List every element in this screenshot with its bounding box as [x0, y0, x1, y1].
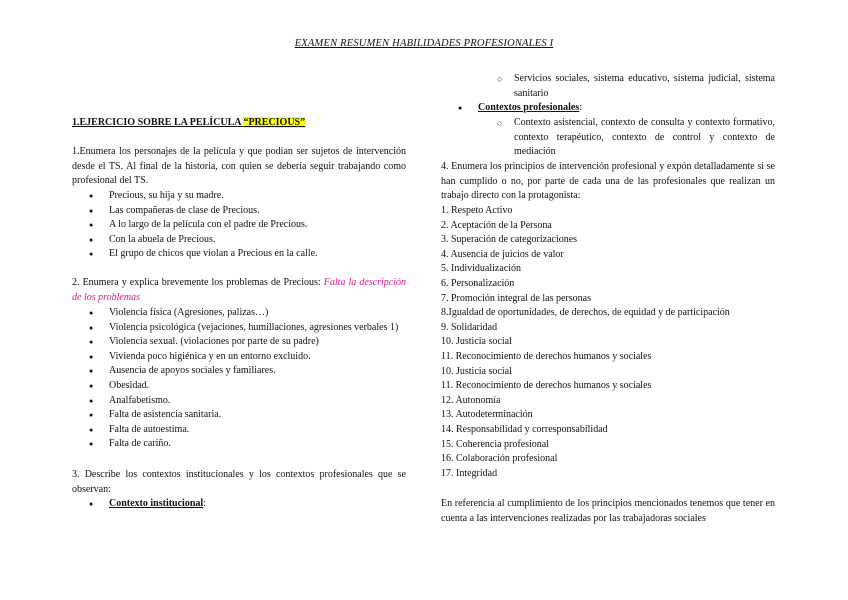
exercise-heading-text: 1.EJERCICIO SOBRE LA PELÍCULA	[72, 117, 244, 128]
list-item: 1. Respeto Activo	[441, 205, 513, 216]
question-2-list	[72, 306, 406, 452]
list-item: 11. Reconocimiento de derechos humanos y sociales	[441, 350, 652, 362]
list-item: ● Con la abuela de Precious.	[72, 233, 406, 248]
list-item: 2. Aceptación de la Persona	[441, 219, 552, 231]
closing-paragraph: En referencia al cumplimiento de los principios mencionados tenemos que tener en cuenta a las intervenciones realizadas por las trabajadoras sociales	[441, 498, 775, 524]
list-item: 12. Autonomía	[441, 394, 501, 406]
list-item: 15. Coherencia profesional	[441, 438, 550, 450]
list-item: 7. Promoción integral de las personas	[441, 292, 591, 304]
list-item: ● Vivienda poco higiénica y en un entorno excluido.	[72, 350, 406, 365]
question-2-text: 2. Enumera y explica brevemente los problemas de Precious:	[72, 277, 324, 288]
list-item: 11. Reconocimiento de derechos humanos y sociales	[441, 380, 652, 392]
professional-context-list	[441, 101, 775, 116]
list-item: ● A lo largo de la película con el padre de Precious.	[72, 218, 406, 233]
list-item: 3. Superación de categorizaciones	[441, 234, 578, 246]
list-item: ● Las compañeras de clase de Precious.	[72, 204, 406, 219]
question-2-note: Falta la descripción de los problemas	[72, 277, 406, 303]
list-item	[72, 497, 406, 512]
list-item: ● Obesidad.	[72, 379, 406, 394]
list-item: ● Precious, su hija y su madre.	[72, 189, 406, 204]
list-item: ● Violencia sexual. (violaciones por parte de su padre)	[72, 335, 406, 350]
list-item	[441, 101, 775, 116]
list-item: 9. Solidaridad	[441, 321, 498, 333]
list-item: 6. Personalización	[441, 277, 515, 289]
list-item: 4. Ausencia de juicios de valor	[441, 248, 564, 260]
question-2	[72, 276, 406, 305]
list-item: ○ Servicios sociales, sistema educativo, sistema judicial, sistema sanitario	[441, 72, 775, 101]
list-item: 16. Colaboración profesional	[441, 453, 558, 465]
list-item: ● Falta de autoestima.	[72, 423, 406, 438]
institutional-context-label: Contexto institucional	[109, 498, 204, 509]
professional-sublist	[441, 116, 775, 160]
question-3: 3. Describe los contextos institucionales y los contextos profesionales que se observan:	[72, 469, 406, 495]
institutional-context-colon: :	[203, 498, 206, 509]
list-item: 17. Integridad	[441, 467, 498, 479]
list-item: ● Falta de cariño.	[72, 437, 406, 452]
question-1-list	[72, 189, 406, 262]
list-item: 8.Igualdad de oportunidades, de derechos, de equidad y de participación	[441, 307, 730, 319]
list-item: 14. Responsabilidad y corresponsabilidad	[441, 423, 608, 435]
exercise-heading-highlight: “PRECIOUS”	[243, 117, 306, 128]
list-item: 10. Justicia social	[441, 336, 512, 348]
professional-context-label: Contextos profesionales	[478, 102, 580, 113]
question-3-list	[72, 497, 406, 512]
list-item: ● Analfabetismo.	[72, 394, 406, 409]
document-title: EXAMEN RESUMEN HABILIDADES PROFESIONALES I	[294, 38, 554, 49]
list-item: 10. Justicia social	[441, 365, 512, 377]
institutional-sublist	[441, 72, 775, 101]
question-1: 1.Enumera los personajes de la película y que podían ser sujetos de intervención desde el TS. Al final de la historia, con quien se debería seguir trabajando como profesional del TS.	[72, 146, 406, 187]
list-item: 5. Individualización	[441, 263, 521, 275]
question-4: 4. Enumera los principios de intervención profesional y expón detalladamente si se han cumplido o no, por parte de cada una de las profesionales que realizan un trabajo directo con la protagonista:	[441, 161, 775, 202]
exercise-heading	[72, 116, 305, 131]
principles-list	[441, 204, 775, 481]
list-item: ● Violencia física (Agresiones, palizas…)	[72, 306, 406, 321]
list-item: ● El grupo de chicos que violan a Precious en la calle.	[72, 247, 406, 262]
list-item: ○ Contexto asistencial, contexto de consulta y contexto formativo, contexto terapéutico, contexto de control y contexto de mediación	[441, 116, 775, 160]
list-item: ● Falta de asistencia sanitaria.	[72, 408, 406, 423]
list-item: ● Ausencia de apoyos sociales y familiares.	[72, 364, 406, 379]
professional-context-colon: :	[579, 102, 582, 113]
list-item: ● Violencia psicológica (vejaciones, humillaciones, agresiones verbales 1)	[72, 321, 406, 336]
list-item: 13. Autodeterminación	[441, 409, 533, 421]
